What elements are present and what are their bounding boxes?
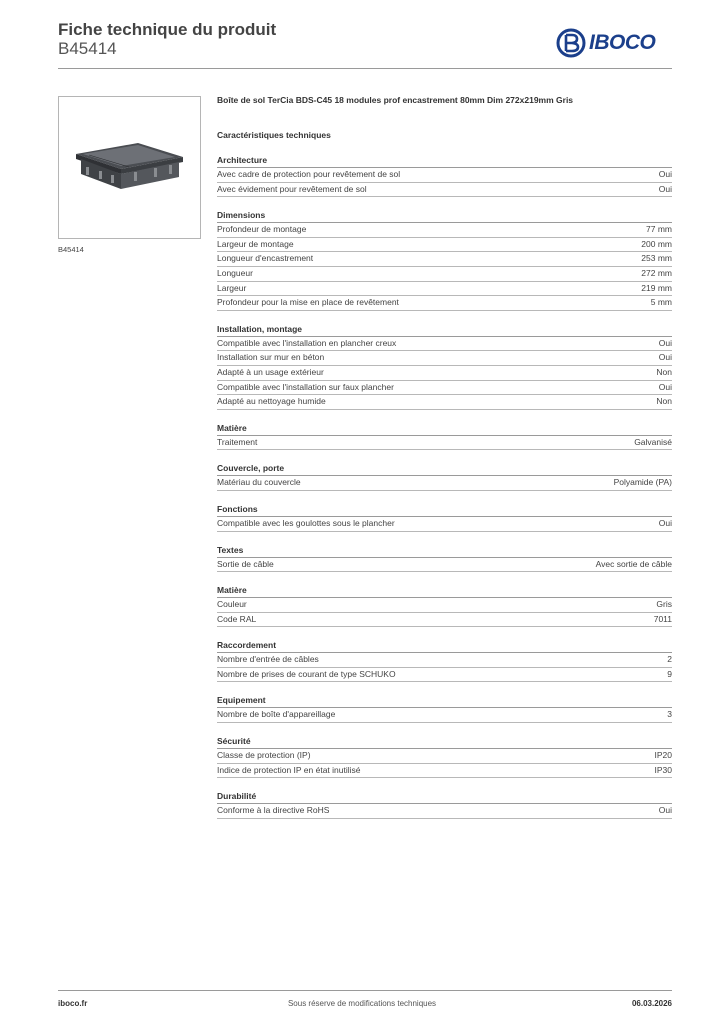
spec-value: Non xyxy=(656,396,672,407)
spec-value: 272 mm xyxy=(641,267,672,278)
spec-section xyxy=(217,210,672,311)
spec-value: 219 mm xyxy=(641,282,672,293)
spec-label: Adapté au nettoyage humide xyxy=(217,396,326,407)
spec-row xyxy=(217,517,672,532)
spec-value: 2 xyxy=(667,654,672,665)
spec-row xyxy=(217,708,672,723)
spec-row xyxy=(217,558,672,573)
section-title: Fonctions xyxy=(217,504,672,517)
section-title: Durabilité xyxy=(217,791,672,804)
footer-date: 06.03.2026 xyxy=(631,999,672,1008)
spec-row xyxy=(217,476,672,491)
spec-label: Nombre d'entrée de câbles xyxy=(217,654,319,665)
section-title: Equipement xyxy=(217,695,672,708)
spec-value: IP20 xyxy=(654,750,672,761)
section-title: Sécurité xyxy=(217,736,672,749)
spec-section xyxy=(217,545,672,573)
spec-value: Oui xyxy=(658,337,672,348)
spec-label: Matériau du couvercle xyxy=(217,477,301,488)
spec-label: Largeur de montage xyxy=(217,238,294,249)
spec-value: 253 mm xyxy=(641,253,672,264)
spec-label: Avec évidement pour revêtement de sol xyxy=(217,183,367,194)
spec-row xyxy=(217,436,672,451)
spec-row xyxy=(217,804,672,819)
footer-site-link[interactable]: iboco.fr xyxy=(58,999,88,1008)
spec-section xyxy=(217,504,672,532)
spec-value: Polyamide (PA) xyxy=(613,477,672,488)
logo-text: IBOCO xyxy=(589,31,656,54)
spec-label: Indice de protection IP en état inutilisé xyxy=(217,764,361,775)
spec-label: Sortie de câble xyxy=(217,558,274,569)
spec-label: Profondeur de montage xyxy=(217,224,307,235)
spec-row xyxy=(217,764,672,779)
spec-label: Couleur xyxy=(217,599,247,610)
spec-row xyxy=(217,238,672,253)
spec-section xyxy=(217,463,672,491)
spec-value: Non xyxy=(656,366,672,377)
product-code: B45414 xyxy=(58,39,117,58)
spec-row xyxy=(217,282,672,297)
spec-row xyxy=(217,168,672,183)
spec-row xyxy=(217,252,672,267)
spec-row xyxy=(217,223,672,238)
spec-value: 9 xyxy=(667,668,672,679)
spec-value: Oui xyxy=(658,381,672,392)
spec-label: Adapté à un usage extérieur xyxy=(217,366,324,377)
section-title: Installation, montage xyxy=(217,324,672,337)
spec-row xyxy=(217,653,672,668)
spec-row xyxy=(217,366,672,381)
spec-row xyxy=(217,351,672,366)
section-title: Couvercle, porte xyxy=(217,463,672,476)
spec-row xyxy=(217,749,672,764)
floor-box-illustration xyxy=(59,97,200,238)
spec-section xyxy=(217,324,672,410)
spec-row xyxy=(217,668,672,683)
footer-disclaimer: Sous réserve de modifications techniques xyxy=(287,999,437,1008)
spec-section xyxy=(217,155,672,197)
spec-label: Classe de protection (IP) xyxy=(217,750,311,761)
spec-label: Compatible avec les goulottes sous le plancher xyxy=(217,517,395,528)
spec-value: IP30 xyxy=(654,764,672,775)
spec-section xyxy=(217,423,672,451)
spec-value: 200 mm xyxy=(641,238,672,249)
spec-label: Avec cadre de protection pour revêtement de sol xyxy=(217,169,401,179)
spec-value: 3 xyxy=(667,709,672,720)
section-title: Textes xyxy=(217,545,672,558)
footer-divider xyxy=(58,990,672,991)
spec-label: Conforme à la directive RoHS xyxy=(217,805,330,816)
iboco-logo-icon xyxy=(556,28,586,58)
header-divider xyxy=(58,68,672,69)
spec-row xyxy=(217,395,672,410)
spec-value: Oui xyxy=(658,183,672,194)
section-title: Raccordement xyxy=(217,640,672,653)
spec-label: Profondeur pour la mise en place de revêtement xyxy=(217,297,399,308)
spec-row xyxy=(217,598,672,613)
spec-value: 5 mm xyxy=(650,297,672,308)
spec-section xyxy=(217,791,672,819)
spec-section xyxy=(217,695,672,723)
section-title: Dimensions xyxy=(217,210,672,223)
section-title: Matière xyxy=(217,423,672,436)
spec-value: Avec sortie de câble xyxy=(595,558,672,569)
spec-value: Oui xyxy=(658,352,672,363)
spec-value: 7011 xyxy=(653,613,672,624)
spec-value: Galvanisé xyxy=(634,436,672,447)
spec-value: 77 mm xyxy=(646,224,672,235)
iboco-logo[interactable] xyxy=(556,28,655,58)
specs-heading: Caractéristiques techniques xyxy=(217,130,331,140)
spec-label: Installation sur mur en béton xyxy=(217,352,325,363)
spec-row xyxy=(217,381,672,396)
spec-label: Largeur xyxy=(217,282,247,293)
spec-label: Compatible avec l'installation en plancher creux xyxy=(217,337,397,348)
spec-content xyxy=(217,95,672,819)
spec-value: Oui xyxy=(658,517,672,528)
spec-value: Gris xyxy=(656,599,672,610)
spec-label: Traitement xyxy=(217,436,258,447)
spec-value: Oui xyxy=(658,169,672,179)
spec-section xyxy=(217,585,672,627)
image-caption: B45414 xyxy=(58,245,84,254)
spec-row xyxy=(217,613,672,628)
product-title: Boîte de sol TerCia BDS-C45 18 modules prof encastrement 80mm Dim 272x219mm Gris xyxy=(217,95,574,105)
spec-label: Code RAL xyxy=(217,613,257,624)
spec-row xyxy=(217,183,672,198)
spec-value: Oui xyxy=(658,805,672,816)
spec-label: Compatible avec l'installation sur faux plancher xyxy=(217,381,394,392)
spec-row xyxy=(217,267,672,282)
section-title: Architecture xyxy=(217,155,672,168)
product-image xyxy=(58,96,201,239)
page-title: Fiche technique du produit xyxy=(58,20,277,39)
spec-section xyxy=(217,736,672,778)
spec-label: Longueur d'encastrement xyxy=(217,253,314,264)
spec-section xyxy=(217,640,672,682)
spec-sections xyxy=(217,155,672,819)
spec-row xyxy=(217,337,672,352)
spec-label: Nombre de prises de courant de type SCHUKO xyxy=(217,668,396,679)
spec-label: Nombre de boîte d'appareillage xyxy=(217,709,336,720)
spec-row xyxy=(217,296,672,311)
spec-label: Longueur xyxy=(217,267,253,278)
section-title: Matière xyxy=(217,585,672,598)
